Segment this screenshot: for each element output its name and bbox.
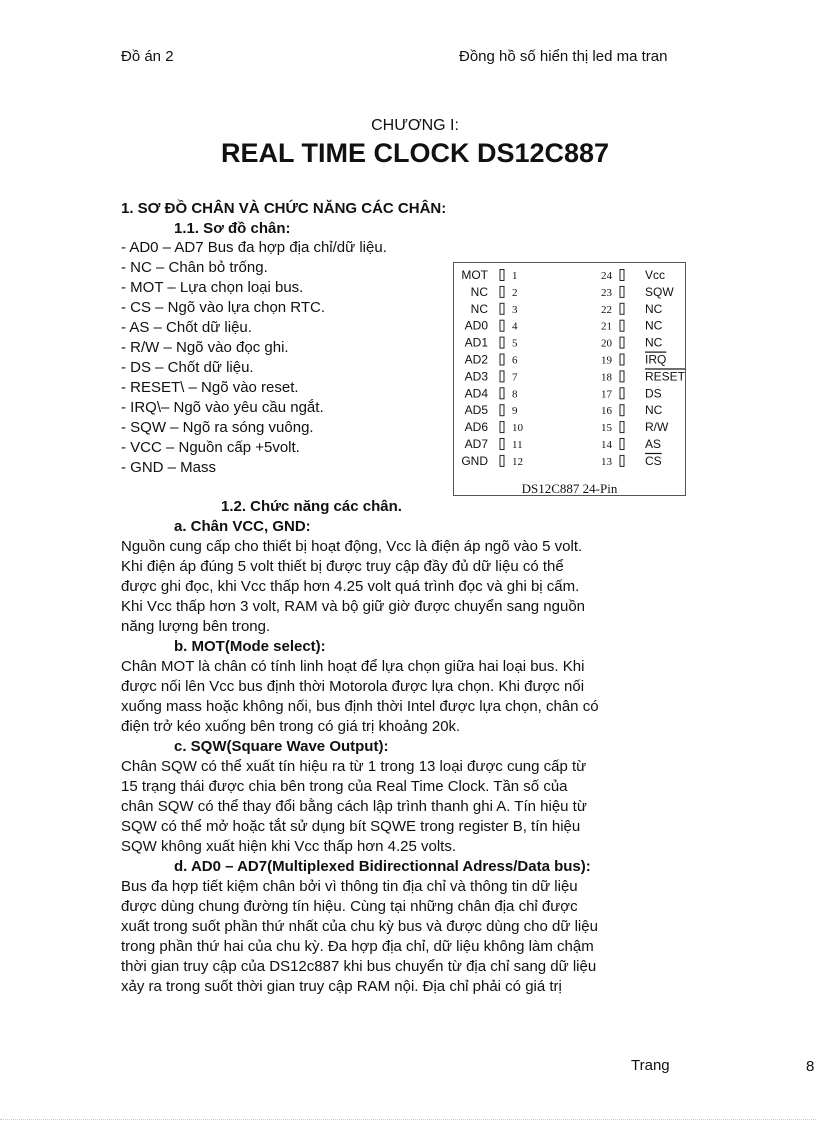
- left-pin-pad: [500, 337, 504, 348]
- left-pin-name: AD1: [464, 335, 488, 350]
- left-pin-pad: [500, 303, 504, 314]
- right-pin-number: 19: [601, 354, 612, 367]
- right-pin-name: NC: [645, 403, 663, 418]
- right-pin-number: 16: [601, 405, 612, 418]
- right-pin-number: 23: [601, 286, 612, 299]
- paragraph-line: điện trở kéo xuống bên trong có giá trị khoảng 20k.: [121, 718, 461, 735]
- right-pin-pad: [620, 320, 624, 331]
- right-pin-pad: [620, 422, 624, 433]
- left-pin-pad: [500, 354, 504, 365]
- left-pin-pad: [500, 455, 504, 466]
- footer-label: Trang: [631, 1057, 670, 1074]
- left-pin-name: AD6: [464, 420, 488, 435]
- paragraph-line: trong phần thứ hai của chu kỳ. Đa hợp địa chỉ, dữ liệu không làm chậm: [121, 938, 594, 955]
- left-pin-pad: [500, 270, 504, 281]
- left-pin-number: 10: [512, 422, 523, 435]
- right-pin-number: 22: [601, 303, 612, 316]
- paragraph-line: Chân MOT là chân có tính linh hoạt để lựa chọn giữa hai loại bus. Khi: [121, 658, 585, 675]
- page-number: 8: [806, 1058, 815, 1075]
- subsection-heading: b. MOT(Mode select):: [174, 638, 326, 655]
- pin-list-item: - AS – Chốt dữ liệu.: [121, 319, 252, 336]
- left-pin-number: 9: [512, 405, 518, 418]
- pin-list-item: - IRQ\– Ngõ vào yêu cầu ngắt.: [121, 399, 324, 416]
- paragraph-line: Bus đa hợp tiết kiệm chân bởi vì thông tin địa chỉ và thông tin dữ liệu: [121, 878, 578, 895]
- paragraph-line: xảy ra trong suốt thời gian truy cập RAM nội. Địa chỉ phải có giá trị: [121, 978, 562, 995]
- right-pin-name: IRQ: [645, 352, 667, 367]
- left-pin-pad: [500, 439, 504, 450]
- left-pin-number: 5: [512, 337, 518, 350]
- left-pin-name: AD3: [464, 369, 488, 384]
- chapter-label: CHƯƠNG I:: [371, 117, 459, 134]
- paragraph-line: được nối lên Vcc bus định thời Motorola được lựa chọn. Khi được nối: [121, 678, 585, 695]
- right-pin-pad: [620, 455, 624, 466]
- left-pin-number: 12: [512, 455, 523, 468]
- pin-list-item: - DS – Chốt dữ liệu.: [121, 359, 254, 376]
- right-pin-pad: [620, 303, 624, 314]
- right-pin-pad: [620, 388, 624, 399]
- right-pin-pad: [620, 286, 624, 297]
- left-pin-name: AD2: [464, 352, 488, 367]
- right-pin-pad: [620, 439, 624, 450]
- left-pin-number: 11: [512, 439, 523, 451]
- right-pin-name: AS: [645, 437, 662, 451]
- subsection-heading: d. AD0 – AD7(Multiplexed Bidirectionnal Adress/Data bus):: [174, 858, 591, 875]
- right-pin-number: 17: [601, 388, 612, 401]
- left-pin-name: NC: [470, 301, 488, 316]
- right-pin-name: CS: [645, 453, 662, 468]
- paragraph-line: 15 trạng thái được chia bên trong của Real Time Clock. Tần số của: [121, 778, 568, 795]
- right-pin-name: NC: [645, 335, 663, 350]
- pin-list-item: - R/W – Ngõ vào đọc ghi.: [121, 339, 289, 356]
- left-pin-pad: [500, 422, 504, 433]
- right-pin-number: 20: [601, 337, 612, 350]
- left-pin-number: 3: [512, 303, 518, 316]
- chip-pinout-diagram: [453, 262, 686, 496]
- left-pin-number: 7: [512, 371, 518, 384]
- right-pin-number: 13: [601, 455, 612, 468]
- paragraph-line: chân SQW có thể thay đổi bằng cách lập trình thanh ghi A. Tín hiệu từ: [121, 798, 587, 815]
- page-bottom-rule: [0, 1119, 816, 1120]
- left-pin-number: 1: [512, 270, 518, 282]
- pin-list-item: - RESET\ – Ngõ vào reset.: [121, 379, 299, 396]
- right-pin-pad: [620, 337, 624, 348]
- left-pin-pad: [500, 405, 504, 416]
- chip-pinout-svg: [454, 263, 687, 497]
- paragraph-line: thời gian truy cập của DS12c887 khi bus chuyển từ địa chỉ sang dữ liệu: [121, 958, 597, 975]
- right-pin-number: 15: [601, 422, 612, 435]
- left-pin-number: 8: [512, 388, 518, 401]
- paragraph-line: Khi điện áp đúng 5 volt thiết bị được truy cập đầy đủ dữ liệu có thể: [121, 558, 564, 575]
- right-pin-name: NC: [645, 301, 663, 316]
- right-pin-pad: [620, 371, 624, 382]
- left-pin-pad: [500, 286, 504, 297]
- right-pin-name: NC: [645, 318, 663, 333]
- subsection-heading: a. Chân VCC, GND:: [174, 518, 311, 535]
- pin-list-item: - CS – Ngõ vào lựa chọn RTC.: [121, 299, 326, 316]
- right-pin-pad: [620, 405, 624, 416]
- left-pin-name: AD7: [464, 437, 488, 451]
- paragraph-line: được ghi đọc, khi Vcc thấp hơn 4.25 volt quá trình đọc và ghi bị cấm.: [121, 578, 580, 595]
- paragraph-line: xuống mass hoặc không nối, bus định thời Intel được lựa chọn, chân có: [121, 698, 599, 715]
- pin-list-item: - GND – Mass: [121, 459, 217, 476]
- right-pin-name: Vcc: [645, 268, 666, 282]
- right-pin-number: 24: [601, 270, 612, 282]
- left-pin-pad: [500, 320, 504, 331]
- left-pin-name: NC: [470, 284, 488, 299]
- left-pin-pad: [500, 371, 504, 382]
- right-pin-number: 21: [601, 320, 612, 333]
- right-pin-pad: [620, 354, 624, 365]
- right-pin-name: SQW: [645, 284, 674, 299]
- left-pin-pad: [500, 388, 504, 399]
- paragraph-line: được dùng chung đường tín hiệu. Cùng tại những chân địa chỉ được: [121, 898, 578, 915]
- left-pin-name: AD4: [464, 386, 488, 401]
- right-pin-name: DS: [645, 386, 662, 401]
- pin-list-item: - MOT – Lựa chọn loại bus.: [121, 279, 304, 296]
- section-heading: 1. SƠ ĐỒ CHÂN VÀ CHỨC NĂNG CÁC CHÂN:: [121, 200, 447, 217]
- pin-list-item: - SQW – Ngõ ra sóng vuông.: [121, 419, 314, 436]
- left-pin-name: MOT: [461, 268, 488, 282]
- left-pin-number: 2: [512, 286, 518, 299]
- subsection-pinout-heading: 1.1. Sơ đồ chân:: [174, 220, 291, 237]
- paragraph-line: Nguồn cung cấp cho thiết bị hoạt động, Vcc là điện áp ngõ vào 5 volt.: [121, 538, 583, 555]
- left-pin-number: 4: [512, 320, 518, 333]
- paragraph-line: Chân SQW có thể xuất tín hiệu ra từ 1 trong 13 loại được cung cấp từ: [121, 758, 587, 775]
- pin-list-item: - NC – Chân bỏ trống.: [121, 259, 268, 276]
- paragraph-line: Khi Vcc thấp hơn 3 volt, RAM và bộ giữ giờ được chuyển sang nguồn: [121, 598, 586, 615]
- paragraph-line: SQW có thể mở hoặc tắt sử dụng bít SQWE trong register B, tín hiệu: [121, 818, 581, 835]
- right-pin-name: R/W: [645, 420, 669, 435]
- right-pin-number: 18: [601, 371, 612, 384]
- left-pin-number: 6: [512, 354, 518, 367]
- header-right: Đồng hồ số hiển thị led ma tran: [459, 48, 668, 65]
- left-pin-name: GND: [461, 453, 488, 468]
- header-left: Đồ án 2: [121, 48, 174, 65]
- chapter-title: REAL TIME CLOCK DS12C887: [220, 138, 610, 168]
- left-pin-name: AD0: [464, 318, 488, 333]
- left-pin-name: AD5: [464, 403, 488, 418]
- paragraph-line: xuất trong suốt phần thứ nhất của chu kỳ bus và được dùng cho dữ liệu: [121, 918, 598, 935]
- right-pin-number: 14: [601, 439, 612, 451]
- paragraph-line: SQW không xuất hiện khi Vcc thấp hơn 4.25 volts.: [121, 838, 457, 855]
- pin-list-item: - AD0 – AD7 Bus đa hợp địa chỉ/dữ liệu.: [121, 239, 387, 256]
- right-pin-pad: [620, 270, 624, 281]
- right-pin-name: RESET: [645, 369, 686, 384]
- chip-caption: DS12C887 24-Pin: [521, 481, 618, 496]
- paragraph-line: năng lượng bên trong.: [121, 618, 271, 635]
- subsection-heading: c. SQW(Square Wave Output):: [174, 738, 389, 755]
- subsection-functions-heading: 1.2. Chức năng các chân.: [221, 498, 402, 515]
- pin-list-item: - VCC – Nguồn cấp +5volt.: [121, 439, 300, 456]
